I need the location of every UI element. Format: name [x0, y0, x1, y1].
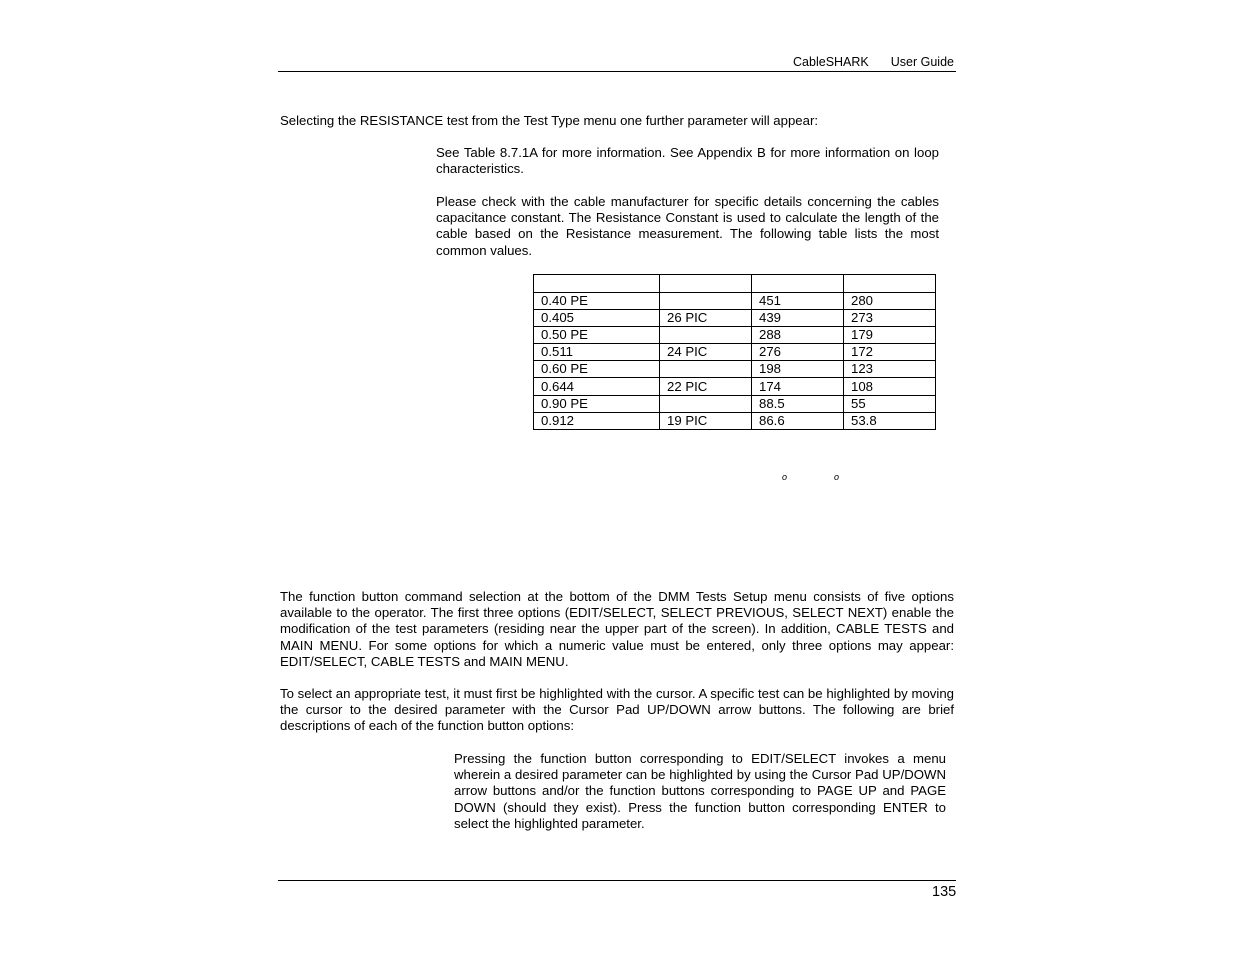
table-cell: 280	[844, 292, 936, 309]
table-cell: 123	[844, 361, 936, 378]
table-cell	[660, 326, 752, 343]
resistance-note-paragraph: See Table 8.7.1A for more information. See Appendix B for more information on loop characteristics.	[436, 145, 939, 177]
table-row	[534, 361, 936, 378]
table-cell: 276	[752, 344, 844, 361]
table-header-cell	[660, 275, 752, 293]
table-cell: 0.50 PE	[534, 326, 660, 343]
table-cell: 0.40 PE	[534, 292, 660, 309]
table-cell: 26 PIC	[660, 309, 752, 326]
table-cell: 288	[752, 326, 844, 343]
table-cell: 108	[844, 378, 936, 395]
table-cell: 19 PIC	[660, 412, 752, 429]
table-cell: 53.8	[844, 412, 936, 429]
table-row	[534, 309, 936, 326]
table-cell	[660, 361, 752, 378]
degree-mark: o	[834, 472, 840, 482]
table-cell	[660, 395, 752, 412]
table-cell: 198	[752, 361, 844, 378]
capacitance-note-paragraph: Please check with the cable manufacturer for specific details concerning the cables capacitance constant. The Resistance Constant is used to calculate the length of the cable based on the Resistance measurement. The following table lists the most common values.	[436, 194, 939, 258]
header-rule	[278, 71, 956, 72]
table-cell: 439	[752, 309, 844, 326]
table-header-row	[534, 275, 936, 293]
table-cell: 172	[844, 344, 936, 361]
table-cell: 0.511	[534, 344, 660, 361]
table-header-cell	[844, 275, 936, 293]
table-cell: 174	[752, 378, 844, 395]
table-header-cell	[752, 275, 844, 293]
footer-rule	[278, 880, 956, 881]
table-cell: 0.90 PE	[534, 395, 660, 412]
table-cell: 22 PIC	[660, 378, 752, 395]
resistance-constant-table	[533, 274, 936, 430]
table-cell: 88.5	[752, 395, 844, 412]
table-row	[534, 344, 936, 361]
header-guide: User Guide	[890, 55, 954, 69]
degree-mark: o	[782, 472, 788, 482]
table-cell: 451	[752, 292, 844, 309]
table-row	[534, 378, 936, 395]
page-header	[793, 55, 954, 69]
select-test-paragraph: To select an appropriate test, it must first be highlighted with the cursor. A specific test can be highlighted by moving the cursor to the desired parameter with the Cursor Pad UP/DOWN arrow buttons. The following are brief descriptions of each of the function button options:	[280, 686, 954, 734]
table-cell	[660, 292, 752, 309]
table-cell: 273	[844, 309, 936, 326]
page-number: 135	[932, 884, 957, 900]
table-cell: 0.644	[534, 378, 660, 395]
table-header-cell	[534, 275, 660, 293]
table-cell: 0.405	[534, 309, 660, 326]
table-row	[534, 395, 936, 412]
intro-paragraph: Selecting the RESISTANCE test from the Test Type menu one further parameter will appear:	[280, 113, 819, 128]
table-row	[534, 326, 936, 343]
table-cell: 0.912	[534, 412, 660, 429]
table-cell: 24 PIC	[660, 344, 752, 361]
table-row	[534, 412, 936, 429]
table-cell: 0.60 PE	[534, 361, 660, 378]
table-cell: 55	[844, 395, 936, 412]
header-product: CableSHARK	[793, 55, 869, 69]
table-cell: 86.6	[752, 412, 844, 429]
table-cell: 179	[844, 326, 936, 343]
edit-select-description: Pressing the function button corresponding to EDIT/SELECT invokes a menu wherein a desired parameter can be highlighted by using the Cursor Pad UP/DOWN arrow buttons and/or the function buttons corresponding to PAGE UP and PAGE DOWN (should they exist). Press the function button corresponding ENTER to select the highlighted parameter.	[454, 751, 946, 831]
table-row	[534, 292, 936, 309]
function-button-paragraph: The function button command selection at the bottom of the DMM Tests Setup menu consists of five options available to the operator. The first three options (EDIT/SELECT, SELECT PREVIOUS, SELECT NEXT) enable the modification of the test parameters (residing near the upper part of the screen). In addition, CABLE TESTS and MAIN MENU. For some options for which a numeric value must be entered, only three options may appear: EDIT/SELECT, CABLE TESTS and MAIN MENU.	[280, 589, 954, 669]
